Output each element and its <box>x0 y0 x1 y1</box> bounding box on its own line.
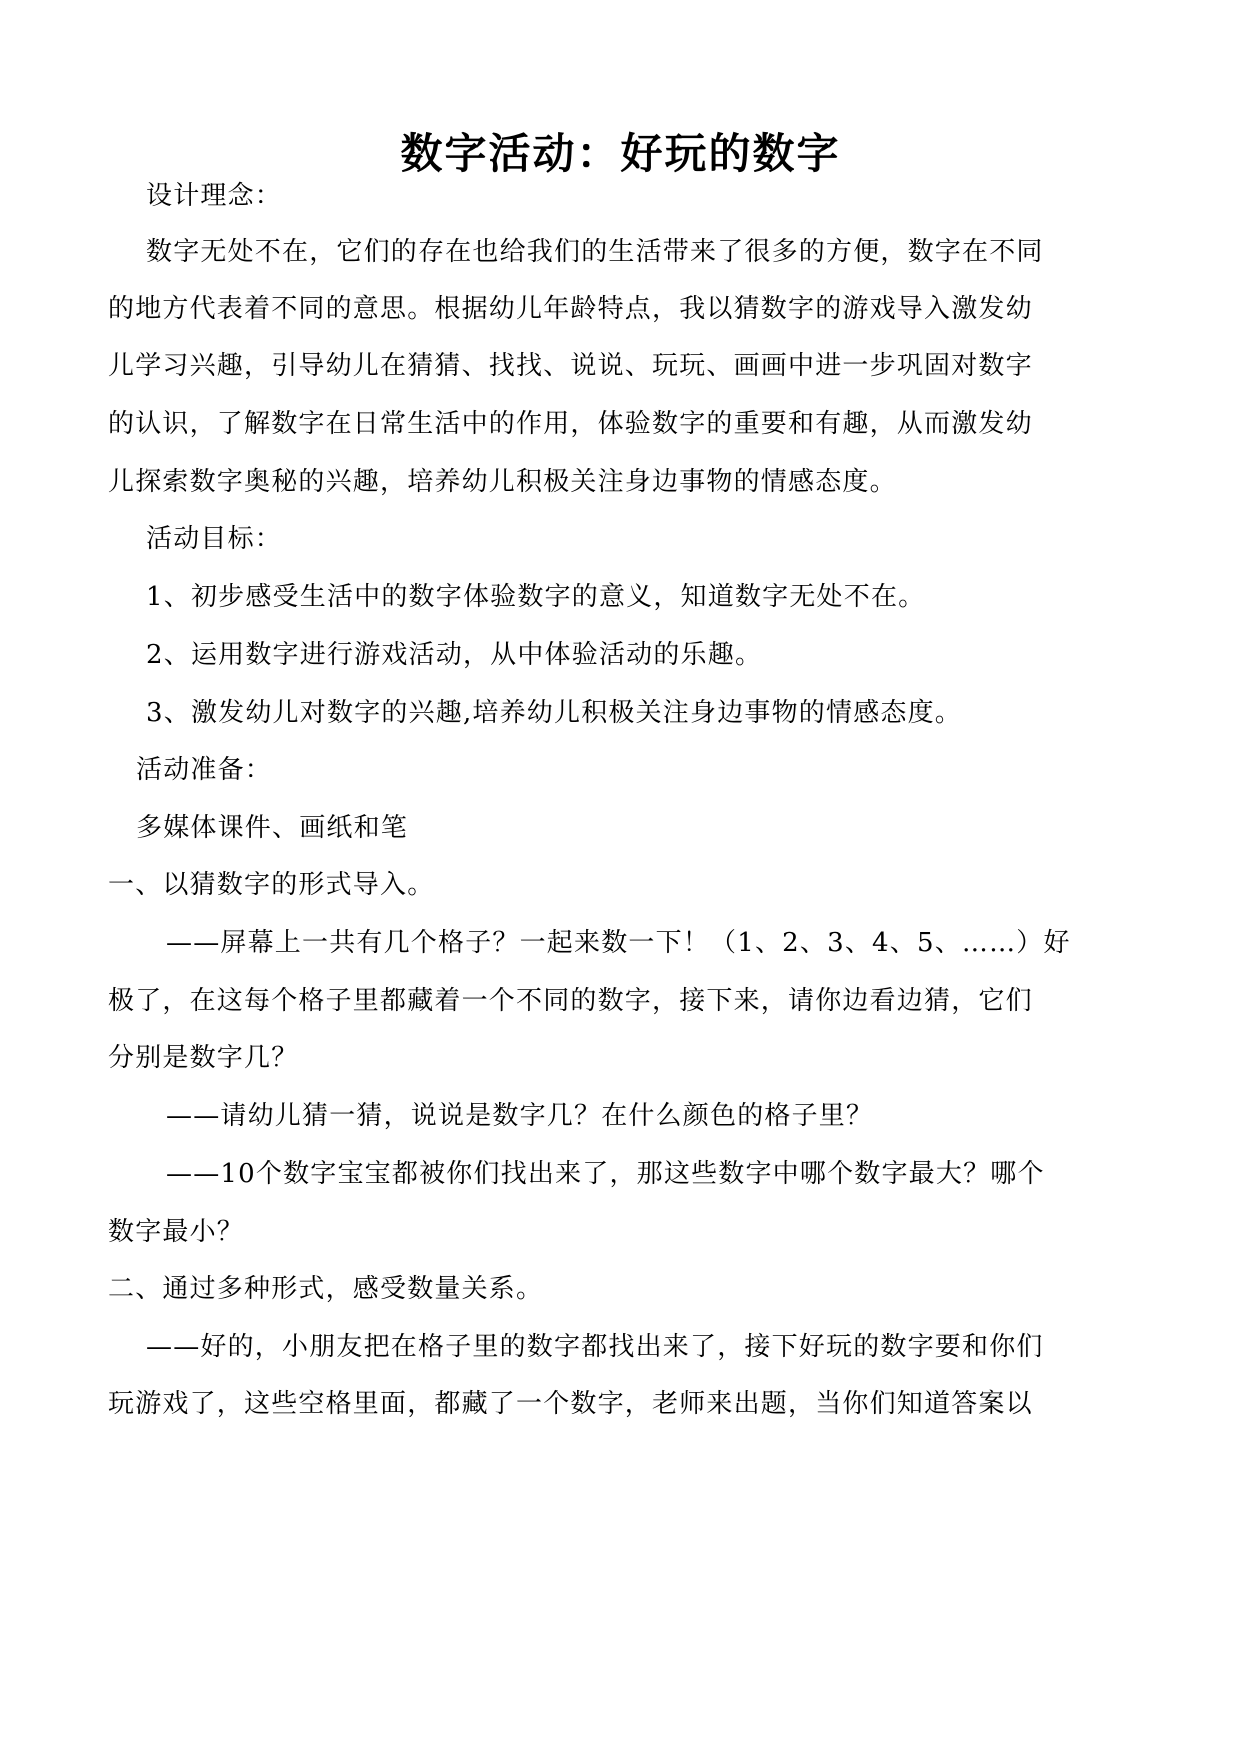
section1-line: ——屏幕上一共有几个格子？一起来数一下！（1、2、3、4、5、……）好 <box>166 928 1071 958</box>
section1-line: ——请幼儿猜一猜，说说是数字几？在什么颜色的格子里？ <box>166 1101 874 1131</box>
prep-text: 多媒体课件、画纸和笔 <box>136 813 409 843</box>
section2-heading: 二、通过多种形式，感受数量关系。 <box>108 1274 544 1304</box>
section1-line: 极了，在这每个格子里都藏着一个不同的数字，接下来，请你边看边猜，它们 <box>108 986 1033 1016</box>
goals-heading: 活动目标： <box>146 524 283 554</box>
section2-line: ——好的，小朋友把在格子里的数字都找出来了，接下好玩的数字要和你们 <box>146 1332 1044 1362</box>
design-concept-line: 数字无处不在，它们的存在也给我们的生活带来了很多的方便，数字在不同 <box>146 237 1044 267</box>
design-concept-line: 的认识，了解数字在日常生活中的作用，体验数字的重要和有趣，从而激发幼 <box>108 409 1033 439</box>
prep-heading: 活动准备： <box>136 755 273 785</box>
section1-line: 数字最小？ <box>108 1217 245 1247</box>
section1-line: 分别是数字几？ <box>108 1043 299 1073</box>
design-concept-line: 儿探索数字奥秘的兴趣，培养幼儿积极关注身边事物的情感态度。 <box>108 467 897 497</box>
design-concept-line: 的地方代表着不同的意思。根据幼儿年龄特点，我以猜数字的游戏导入激发幼 <box>108 294 1033 324</box>
design-concept-heading: 设计理念： <box>146 181 283 211</box>
goal-item: 2、运用数字进行游戏活动，从中体验活动的乐趣。 <box>146 640 763 670</box>
section1-heading: 一、以猜数字的形式导入。 <box>108 870 435 900</box>
goal-item: 3、激发幼儿对数字的兴趣,培养幼儿积极关注身边事物的情感态度。 <box>146 698 963 728</box>
section2-line: 玩游戏了，这些空格里面，都藏了一个数字，老师来出题，当你们知道答案以 <box>108 1389 1033 1419</box>
design-concept-line: 儿学习兴趣，引导幼儿在猜猜、找找、说说、玩玩、画画中进一步巩固对数字 <box>108 351 1033 381</box>
page-title: 数字活动：好玩的数字 <box>400 129 841 178</box>
goal-item: 1、初步感受生活中的数字体验数字的意义，知道数字无处不在。 <box>146 582 926 612</box>
section1-line: ——10个数字宝宝都被你们找出来了，那这些数字中哪个数字最大？哪个 <box>166 1159 1045 1189</box>
